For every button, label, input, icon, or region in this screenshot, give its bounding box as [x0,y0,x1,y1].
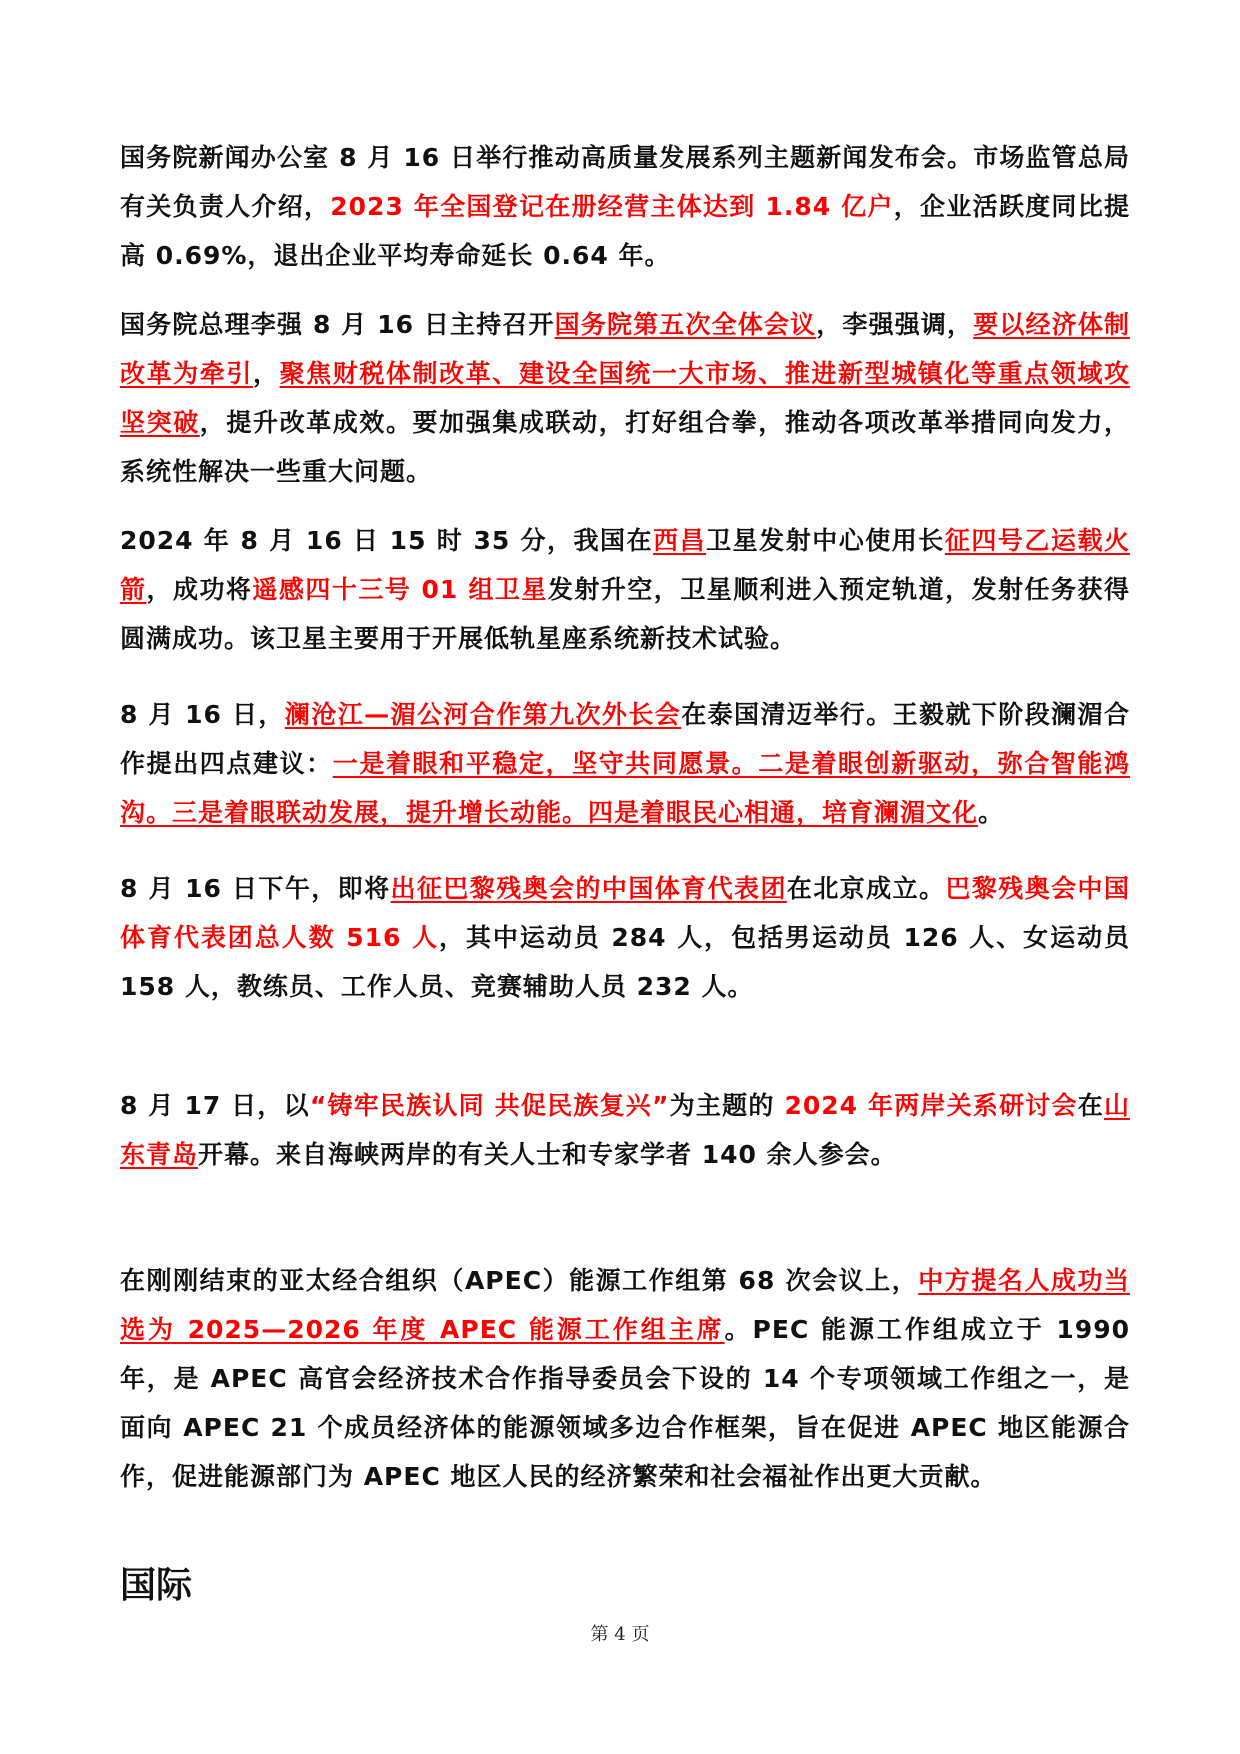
text-segment: ，李强强调， [816,310,974,339]
paragraph-satellite-launch [120,516,1130,663]
highlighted-text-segment: 国务院第五次全体会议 [554,310,817,339]
highlighted-text-segment: 一是着眼和平稳定，坚守共同愿景。二是着眼创新驱动，弥合智能鸿沟。三是着眼联动发展，提升增长动能。四是着眼民心相通，培育澜湄文化 [120,749,1130,827]
text-segment: 为主题的 [669,1091,785,1120]
highlighted-text-segment: 西昌 [653,526,707,555]
text-segment: 8 月 17 日，以 [120,1091,310,1120]
text-segment: 国务院总理李强 8 月 16 日主持召开 [120,310,555,339]
paragraph-apec-energy [120,1256,1130,1501]
text-segment: 2024 年 8 月 16 日 15 时 35 分，我国在 [120,526,654,555]
text-segment: 在泰国清迈举行。王毅就下阶段澜湄合作提出四点建议： [120,700,1130,778]
text-segment: 在刚刚结束的亚太经合组织（APEC）能源工作组第 68 次会议上， [120,1266,919,1295]
text-segment: 在北京成立。 [786,874,946,903]
page-number-label: 第 4 页 [590,1624,650,1645]
text-segment: 在 [1077,1091,1104,1120]
paragraph-lancang-mekong [120,690,1130,837]
text-segment: ，成功将 [146,575,253,604]
text-segment: ， [252,359,280,388]
section-heading-international: 国际 [120,1565,193,1606]
text-segment: ，企业活跃度同比提高 0.69%，退出企业平均寿命延长 0.64 年。 [120,192,1130,270]
highlighted-text-segment: 山东青岛 [120,1091,1130,1169]
highlighted-text-segment: 巴黎残奥会中国体育代表团总人数 516 人 [120,874,1130,952]
text-segment: 开幕。来自海峡两岸的有关人士和专家学者 140 余人参会。 [198,1140,897,1169]
highlighted-text-segment: 中方提名人成功当选为 2025—2026 年度 APEC 能源工作组主席 [120,1266,1130,1344]
highlighted-text-segment: 遥感四十三号 01 组卫星 [252,575,548,604]
text-segment: 发射升空，卫星顺利进入预定轨道，发射任务获得圆满成功。该卫星主要用于开展低轨星座系统新技术试验。 [120,575,1130,653]
paragraph-business-entities [120,133,1130,280]
text-segment: ，提升改革成效。要加强集成联动，打好组合拳，推动各项改革举措同向发力，系统性解决一些重大问题。 [120,408,1130,486]
text-segment: 卫星发射中心使用长 [706,526,945,555]
text-segment: 8 月 16 日， [120,700,285,729]
highlighted-text-segment: 2023 年全国登记在册经营主体达到 1.84 亿户 [330,192,894,221]
highlighted-text-segment: 征四号乙运载火箭 [120,526,1130,604]
text-segment: 8 月 16 日下午，即将 [120,874,391,903]
highlighted-text-segment: 要以经济体制改革为牵引 [120,310,1130,388]
paragraph-state-council-meeting [120,300,1130,496]
text-segment: 。PEC 能源工作组成立于 1990 年，是 APEC 高官会经济技术合作指导委员会下设的 14 个专项领域工作组之一，是面向 APEC 21 个成员经济体的能源领域多边合作框架，旨在促进 APEC 地区能源合作，促进能源部门为 APEC 地区人民的经济繁荣和社会福祉作出更大贡献。 [120,1315,1130,1491]
highlighted-text-segment: “铸牢民族认同 共促民族复兴” [309,1091,670,1120]
paragraph-paralympic-delegation [120,864,1130,1011]
page-footer [0,1620,1240,1646]
text-segment: 。 [978,798,1005,827]
paragraph-cross-strait-seminar [120,1081,1130,1179]
highlighted-text-segment: 2024 年两岸关系研讨会 [784,1091,1078,1120]
highlighted-text-segment: 澜沧江—湄公河合作第九次外长会 [284,700,682,729]
text-segment: 国务院新闻办公室 8 月 16 日举行推动高质量发展系列主题新闻发布会。市场监管总局有关负责人介绍， [120,143,1130,221]
highlighted-text-segment: 出征巴黎残奥会的中国体育代表团 [390,874,787,903]
highlighted-text-segment: 聚焦财税体制改革、建设全国统一大市场、推进新型城镇化等重点领域攻坚突破 [120,359,1130,437]
text-segment: ，其中运动员 284 人，包括男运动员 126 人、女运动员 158 人，教练员、工作人员、竞赛辅助人员 232 人。 [120,923,1131,1001]
